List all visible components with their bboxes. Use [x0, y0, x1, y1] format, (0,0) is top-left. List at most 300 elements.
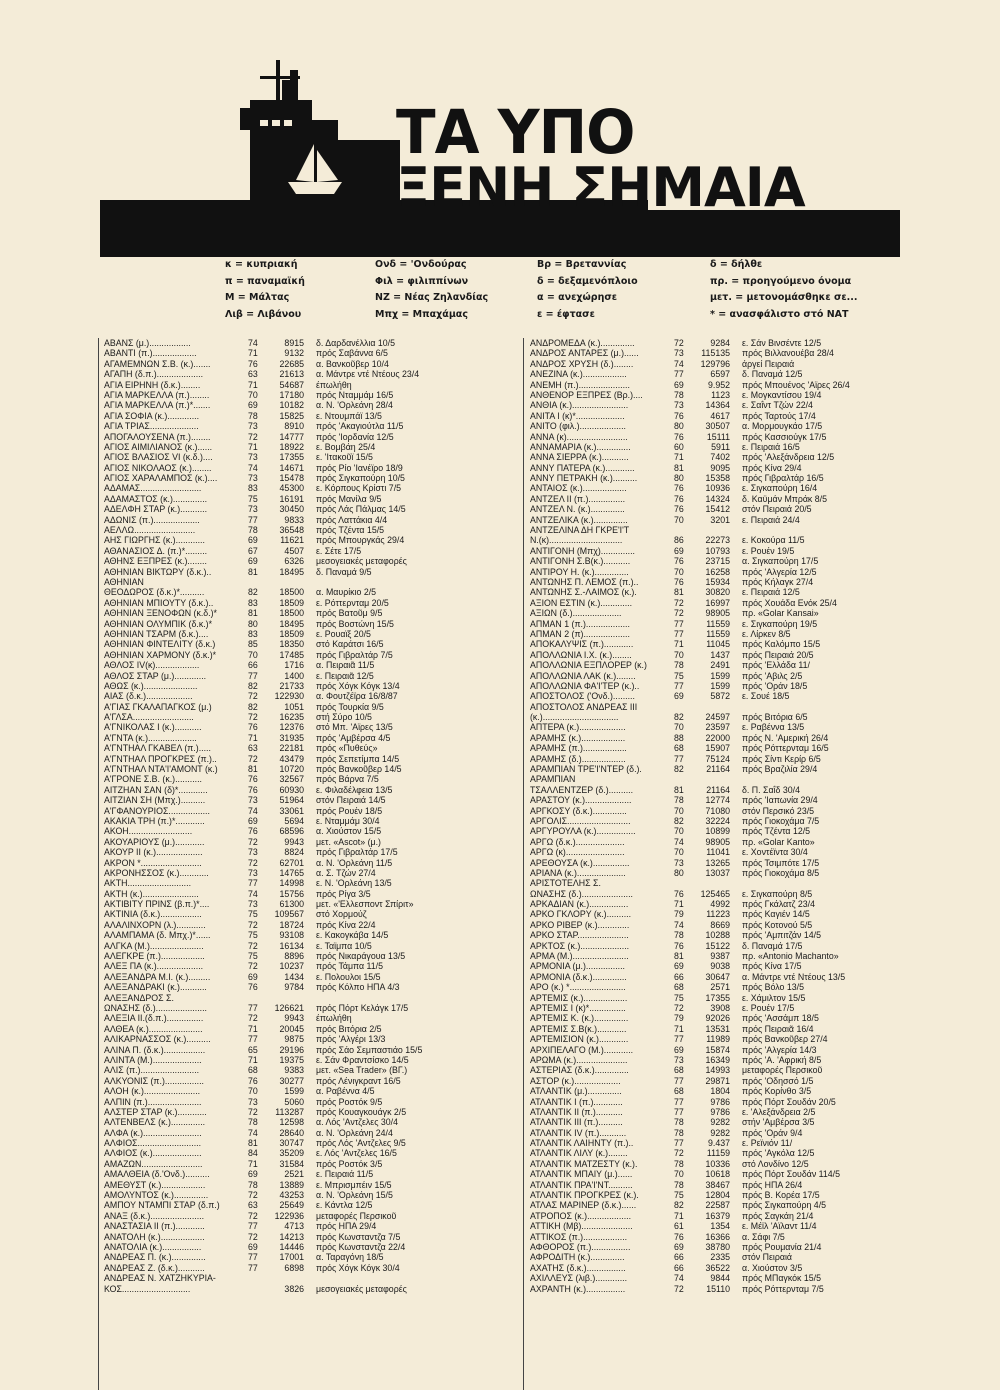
tonnage: 45300: [279, 483, 304, 494]
ship-entry: [104, 930, 494, 940]
ship-name: ΑΓΙΑ ΜΑΡΚΕΛΛΑ (π.)*.......: [104, 400, 211, 411]
build-year: 78: [674, 389, 684, 400]
build-year: 76: [674, 940, 684, 951]
ship-entry: [530, 993, 920, 1003]
ship-entry: [104, 1013, 494, 1023]
voyage-status: ε. Ρουαϊξ 20/5: [316, 628, 371, 639]
ship-entry: [530, 826, 920, 836]
ship-entry: [104, 1117, 494, 1127]
ship-name: ΑΤΛΑΝΤΙΚ ΠΡΑ'Ι'ΝΤ..........: [530, 1179, 633, 1190]
ship-name: ΑΙΤΖΗΑΝ ΣΑΝ (δ)*............: [104, 784, 208, 795]
ship-name: ΑΡΚΤΟΣ (κ.)....................: [530, 940, 630, 951]
ship-entry: [530, 535, 920, 545]
voyage-status: α. Ν. 'Ορλεάνη 24/4: [316, 1127, 393, 1138]
tonnage: 1599: [710, 680, 730, 691]
ship-name: ΚΟΣ............................: [104, 1283, 191, 1294]
build-year: 78: [674, 1127, 684, 1138]
build-year: 69: [674, 379, 684, 390]
voyage-status: πρός Μανίλα 9/5: [316, 493, 382, 504]
tonnage: 21164: [706, 764, 730, 775]
ship-entry: [530, 1107, 920, 1117]
ship-name: ΑΡΑΜΗΣ (π.)..................: [530, 743, 627, 754]
voyage-status: πρός 'Ιορδανία 12/5: [316, 431, 394, 442]
ship-entry: [530, 712, 920, 722]
legend-item: κ = κυπριακή: [225, 259, 298, 270]
ship-entry: [530, 785, 920, 795]
voyage-status: πρός Κίνα 17/5: [742, 961, 802, 972]
tonnage: 13265: [705, 857, 730, 868]
ship-name: (κ.)...............................: [530, 712, 619, 723]
ship-name: ΑΛΕΓΚΡΕ (π.)..................: [104, 951, 205, 962]
voyage-status: ε. Πειραιά 24/4: [742, 514, 800, 525]
voyage-status: άργεί Πειραιά: [742, 358, 795, 369]
ship-entry: [104, 1284, 494, 1294]
ship-entry: [104, 899, 494, 909]
voyage-status: πρός Μπουργκάς 29/4: [316, 535, 405, 546]
tonnage: 1716: [284, 660, 304, 671]
ship-entry: [530, 816, 920, 826]
voyage-status: ε. Κακογκάβα 14/5: [316, 930, 389, 941]
build-year: 72: [674, 338, 684, 348]
build-year: 85: [248, 639, 258, 650]
legend-column-3: [537, 257, 638, 323]
build-year: 73: [248, 473, 258, 484]
tonnage: 14998: [279, 878, 304, 889]
tonnage: 10899: [705, 826, 730, 837]
voyage-status: πρός Χόγκ Κόγκ 30/4: [316, 1262, 400, 1273]
build-year: 68: [674, 1065, 684, 1076]
build-year: 63: [248, 743, 258, 754]
voyage-status: μεσογειακές μεταφορές: [316, 556, 407, 567]
tonnage: 12376: [279, 722, 304, 733]
tonnage: 43479: [279, 753, 304, 764]
tonnage: 4713: [284, 1221, 304, 1232]
legend-item: Βρ = Βρεταννίας: [537, 259, 627, 270]
ship-entry: [104, 577, 494, 587]
ship-name: ΑΗΣ ΓΙΩΡΓΗΣ (κ.)............: [104, 535, 205, 546]
ship-name: ΑΚΤΗ (κ.).......................: [104, 888, 199, 899]
voyage-status: ε. Νταμμάμ 30/4: [316, 815, 380, 826]
ship-name: ΑΝΙΤΟ (φιλ.)...................: [530, 421, 626, 432]
build-year: 82: [248, 680, 258, 691]
ship-entry: [530, 650, 920, 660]
tonnage: 22000: [705, 732, 730, 743]
voyage-status: ε. Φιλαδέλφεια 13/5: [316, 784, 393, 795]
legend-item: Μ = Μάλτας: [225, 292, 290, 303]
build-year: 71: [248, 1054, 258, 1065]
ship-entry: [530, 411, 920, 421]
ship-entry: [530, 619, 920, 629]
tonnage: 9387: [710, 951, 730, 962]
tonnage: 15111: [706, 431, 730, 442]
ship-name: ΑΛΙΝΑ Π. (δ.κ.).................: [104, 1044, 206, 1055]
build-year: 81: [674, 784, 684, 795]
build-year: 76: [674, 493, 684, 504]
build-year: 66: [248, 660, 258, 671]
ship-entry: [104, 764, 494, 774]
voyage-status: πρός 'Ιαπωνία 29/4: [742, 795, 818, 806]
ship-name: ΑΡΤΕΜΙΣΙΟΝ (κ.)............: [530, 1034, 629, 1045]
build-year: 66: [674, 971, 684, 982]
tonnage: 6898: [284, 1262, 304, 1273]
legend-item: π = παναμαϊκή: [225, 275, 305, 287]
tonnage: 24597: [705, 712, 730, 723]
build-year: 74: [674, 358, 684, 369]
ship-name: ΑΝΝΑ ΣΙΕΡΡΑ (κ.)...........: [530, 452, 629, 463]
tonnage: 10936: [705, 483, 730, 494]
build-year: 77: [248, 878, 258, 889]
tonnage: 36522: [705, 1262, 730, 1273]
build-year: 74: [248, 805, 258, 816]
ship-name: ΑΝΤΖΕΛΙΚΑ (κ.)..............: [530, 514, 628, 525]
ship-entry: [530, 671, 920, 681]
ship-name: ΑΓΙΟΣ ΑΙΜΙΛΙΑΝΟΣ (κ.)......: [104, 441, 213, 452]
ship-name: Α'ΓΝΤΑ (κ.)....................: [104, 732, 197, 743]
tonnage: 14765: [279, 867, 304, 878]
build-year: 77: [674, 1075, 684, 1086]
build-year: 82: [248, 701, 258, 712]
ship-entry: [530, 608, 920, 618]
tonnage: 129796: [700, 358, 730, 369]
tonnage: 15122: [705, 940, 730, 951]
build-year: 82: [248, 587, 258, 598]
ship-name: ΑΤΡΟΠΟΣ (κ.)..................: [530, 1210, 632, 1221]
ship-name: ΑΝΑΤΟΛΗ (κ.)..................: [104, 1231, 205, 1242]
ship-name: ΑΛΠΙΝ (π.)......................: [104, 1096, 202, 1107]
voyage-status: πρός Λάς Πάλμας 14/5: [316, 504, 406, 515]
voyage-status: πρ. «Golar Kanto»: [742, 836, 815, 847]
voyage-status: μεταφορές Περσικοῦ: [316, 1210, 397, 1221]
voyage-status: πρός 'Α. 'Αφρική 8/5: [742, 1054, 822, 1065]
ship-entry: [104, 743, 494, 753]
build-year: 77: [674, 1096, 684, 1107]
build-year: 82: [674, 815, 684, 826]
build-year: 72: [248, 1106, 258, 1117]
ship-name: ΑΛΟΗ (κ.).......................: [104, 1086, 201, 1097]
voyage-status: πρός Λαττάκια 4/4: [316, 514, 388, 525]
voyage-status: πρός Κόλπο ΗΠΑ 4/3: [316, 982, 400, 993]
tonnage: 8824: [284, 847, 304, 858]
build-year: 63: [248, 1200, 258, 1211]
voyage-status: στόν Περσικό 23/5: [742, 805, 815, 816]
ship-entry: [104, 982, 494, 992]
ship-entry: [104, 1273, 494, 1283]
voyage-status: πρός Τάμπα 11/5: [316, 961, 383, 972]
build-year: 70: [674, 649, 684, 660]
ship-name: ΑΠΟΛΛΩΝΙΑ ΛΑΚ (κ.)........: [530, 670, 636, 681]
ship-entry: [530, 722, 920, 732]
ship-name: ΑΘΗΝΙΑΝ ΜΠΙΟΥΤΥ (δ.κ.)..: [104, 597, 214, 608]
ship-entry: [530, 1159, 920, 1169]
ship-name: ΑΛΙΣ (π.)........................: [104, 1065, 200, 1076]
tonnage: 1599: [284, 1086, 304, 1097]
build-year: 78: [674, 930, 684, 941]
tonnage: 16997: [705, 597, 730, 608]
voyage-status: πρός 'Αγκόλα 12/5: [742, 1148, 815, 1159]
legend-item: Ονδ = 'Ονδούρας: [375, 259, 467, 270]
ship-name: ΑΡΑΜΠΙΑΝ: [530, 774, 576, 785]
ship-name: ΑΧΡΑΝΤΗ (κ.)................: [530, 1283, 626, 1294]
ship-entry: [530, 1024, 920, 1034]
tonnage: 10793: [705, 545, 730, 556]
voyage-status: ε. Σαΐντ Τζών 22/4: [742, 400, 813, 411]
ship-name: ΑΝΔΡΟΣ ΧΡΥΣΗ (δ.)........: [530, 358, 634, 369]
build-year: 72: [248, 1013, 258, 1024]
ship-entry: [104, 733, 494, 743]
tonnage: 38780: [705, 1241, 730, 1252]
build-year: 72: [674, 597, 684, 608]
build-year: 69: [674, 691, 684, 702]
tonnage: 35209: [279, 1148, 304, 1159]
build-year: 80: [674, 473, 684, 484]
legend-item: ε = έφτασε: [537, 308, 595, 320]
tonnage: 98905: [705, 836, 730, 847]
build-year: 71: [674, 452, 684, 463]
tonnage: 1434: [284, 971, 304, 982]
voyage-status: ε. Σιγκαπούρη 16/4: [742, 483, 818, 494]
tonnage: 5060: [284, 1096, 304, 1107]
build-year: 72: [248, 431, 258, 442]
voyage-status: α. Ραβέννα 4/5: [316, 1086, 375, 1097]
legend-item: πρ. = προηγούμενο όνομα: [710, 275, 852, 287]
tonnage: 9786: [710, 1096, 730, 1107]
voyage-status: πρός Ρόττερνταμ 16/5: [742, 743, 829, 754]
voyage-status: ε. Κοκούρα 11/5: [742, 535, 805, 546]
ship-entry: [530, 338, 920, 348]
ship-name: Α'ΓΛΣΑ.........................: [104, 712, 194, 723]
ship-name: ΑΦΘΟΡΟΣ (π.)................: [530, 1241, 631, 1252]
build-year: 78: [674, 1117, 684, 1128]
build-year: 71: [674, 899, 684, 910]
ship-name: ΑΝΝΑΜΑΡΙΑ (κ.)..............: [530, 441, 631, 452]
build-year: 69: [674, 1044, 684, 1055]
tonnage: 21613: [279, 369, 304, 380]
voyage-status: πρός Κήλαγκ 27/4: [742, 576, 814, 587]
build-year: 71: [674, 639, 684, 650]
ship-name: ΑΜΑΛΘΕΙΑ (δ.'Ονδ.)..........: [104, 1169, 210, 1180]
voyage-status: α. Σάφι 7/5: [742, 1231, 785, 1242]
ship-entry: [530, 806, 920, 816]
voyage-status: πρός 'Ελλάδα 11/: [742, 660, 810, 671]
voyage-status: μεταφορές Περσικοῦ: [742, 1065, 823, 1076]
ship-entry: [104, 941, 494, 951]
ship-name: ΑΤΛΑΝΤΙΚ (μ.)..............: [530, 1086, 622, 1097]
tonnage: 20045: [279, 1023, 304, 1034]
ship-name: ΑΤΛΑΝΤΙΚ ΠΡΟΓΚΡΕΣ (κ.).: [530, 1190, 639, 1201]
ship-name: ΑΝΤΩΝΗΣ Π. ΛΕΜΟΣ (π.)..: [530, 576, 639, 587]
tonnage: 2521: [284, 1169, 304, 1180]
tonnage: 32224: [705, 815, 730, 826]
ship-name: ΑΝΤΙΓΟΝΗ (Μπχ)..............: [530, 545, 635, 556]
voyage-status: πρός 'Οράν 9/4: [742, 1127, 803, 1138]
tonnage: 1123: [711, 389, 730, 400]
tonnage: 2571: [710, 982, 730, 993]
voyage-status: α. Χιούστον 15/5: [316, 826, 382, 837]
tonnage: 11621: [280, 535, 304, 546]
build-year: 72: [674, 1003, 684, 1013]
ship-entry: [104, 598, 494, 608]
ship-name: ΑΤΤΙΚΟΣ (π.)..................: [530, 1231, 628, 1242]
ship-entry: [104, 556, 494, 566]
ship-entry: [530, 442, 920, 452]
ship-entry: [104, 1211, 494, 1221]
ship-name: ΑΝΘΕΝΟΡ ΕΞΠΡΕΣ (Βρ.)....: [530, 389, 643, 400]
tonnage: 11041: [706, 847, 730, 858]
tonnage: 9833: [284, 514, 304, 525]
ship-entry: [104, 1076, 494, 1086]
ship-name: ΑΝΔΡΕΑΣ Ζ. (δ.κ.)...........: [104, 1262, 205, 1273]
voyage-status: ε. Πειραιᾶ 12/5: [316, 670, 374, 681]
ship-name: ΑΚΑΚΙΑ ΤΡΗ (π.)*............: [104, 815, 205, 826]
voyage-status: πρός Πόρτ Σουδάν 114/5: [742, 1169, 841, 1180]
tonnage: 8896: [284, 951, 304, 962]
tonnage: 16366: [705, 1231, 730, 1242]
build-year: 72: [248, 1210, 258, 1221]
tonnage: 12774: [705, 795, 730, 806]
ship-entry: [104, 1169, 494, 1179]
ship-entry: [104, 691, 494, 701]
voyage-status: πρός Ροστόκ 9/5: [316, 1096, 383, 1107]
ship-entry: [104, 1180, 494, 1190]
voyage-status: στόν Πειραιά: [742, 1252, 792, 1263]
voyage-status: πρός Χόγκ Κόγκ 13/4: [316, 680, 400, 691]
ship-name: ΑΝΑΞ (δ.κ.)......................: [104, 1210, 205, 1221]
ship-entry: [530, 1252, 920, 1262]
build-year: 78: [248, 410, 258, 421]
build-year: 75: [248, 909, 258, 920]
tonnage: 9875: [284, 1034, 304, 1045]
ship-name: Α'ΓΝΤΗΑΛ ΝΤΑ'Ι'ΑΜΟΝΤ (κ.): [104, 764, 218, 775]
tonnage: 31584: [279, 1158, 304, 1169]
ship-entry: [104, 473, 494, 483]
build-year: 71: [674, 1210, 684, 1221]
ship-entry: [104, 1003, 494, 1013]
voyage-status: πρός «Πυθεύς»: [316, 743, 378, 754]
ship-entry: [104, 1024, 494, 1034]
tonnage: 18724: [279, 919, 304, 930]
voyage-status: ε. Ταϊμπα 10/5: [316, 940, 372, 951]
build-year: 69: [248, 400, 258, 411]
build-year: 73: [248, 1096, 258, 1107]
ship-name: ΑΠΜΑΝ 1 (π.)..................: [530, 618, 630, 629]
legend-item: ΝΖ = Νέας Ζηλανδίας: [375, 292, 489, 303]
ship-entry: [104, 660, 494, 670]
tonnage: 54687: [279, 379, 304, 390]
build-year: 76: [674, 1231, 684, 1242]
tonnage: 22587: [705, 1200, 730, 1211]
voyage-status: ε. Σάν Βινσέντε 12/5: [742, 338, 822, 348]
ship-name: ΑΡΧΙΠΕΛΑΓΟ (Μ.)............: [530, 1044, 634, 1055]
voyage-status: πρός Ρουέν 18/5: [316, 805, 383, 816]
ship-name: ΑΜΟΛΥΝΤΟΣ (κ.)..............: [104, 1190, 209, 1201]
ship-name: ΑΧΙΛΛΕΥΣ (λιβ.).............: [530, 1273, 628, 1284]
build-year: 71: [248, 1158, 258, 1169]
tonnage: 75124: [705, 753, 730, 764]
tonnage: 22181: [279, 743, 304, 754]
tonnage: 28640: [279, 1127, 304, 1138]
tonnage: 16191: [279, 493, 304, 504]
ship-name: ΑΛΘΕΑ (κ.)......................: [104, 1023, 203, 1034]
ship-name: ΑΝΤΑΙΟΣ (κ.)..................: [530, 483, 627, 494]
build-year: 81: [248, 608, 258, 619]
voyage-status: ε. Βομβάη 25/4: [316, 441, 376, 452]
ship-name: ΑΘΛΟΣ ΣΤΑΡ (μ.).............: [104, 670, 207, 681]
build-year: 76: [674, 556, 684, 567]
ship-name: ΩΝΑΣΗΣ (δ.).....................: [530, 888, 633, 899]
tonnage: 16349: [705, 1054, 730, 1065]
ship-name: ΑΝΝΥ ΠΕΤΡΑΚΗ (κ.)..........: [530, 473, 638, 484]
voyage-status: ε. Χάμιλτον 15/5: [742, 992, 806, 1003]
ship-name: ΑΡΚΟ ΡΙΒΕΡ (κ.).............: [530, 919, 630, 930]
ship-entry: [104, 774, 494, 784]
ship-entry: [530, 598, 920, 608]
build-year: 76: [248, 982, 258, 993]
voyage-status: πρός Πόρτ Κελάγκ 17/5: [316, 1003, 409, 1013]
ship-name: Α'ΓΝΙΚΟΛΑΣ Ι (κ.)...........: [104, 722, 202, 733]
ship-name: ΑΘΑΝΑΣΙΟΣ Δ. (π.)*.........: [104, 545, 208, 556]
ship-entry: [104, 359, 494, 369]
build-year: 68: [674, 743, 684, 754]
ship-name: ΑΒΑΝΤΙ (π.)..................: [104, 348, 197, 359]
voyage-status: πρός Καγιέν 14/5: [742, 909, 810, 920]
voyage-status: ε. Σέτε 17/5: [316, 545, 362, 556]
ship-entry: [104, 785, 494, 795]
ship-entry: [104, 421, 494, 431]
ship-name: ΑΠΤΕΡΑ (κ.)...................: [530, 722, 626, 733]
build-year: 70: [674, 514, 684, 525]
ship-name: ΑΠΟΣΤΟΛΟΣ ('Ονδ.).........: [530, 691, 635, 702]
tonnage: 9282: [710, 1127, 730, 1138]
voyage-status: πρός 'Ασσάμπ 18/5: [742, 1013, 819, 1024]
ship-name: ΑΓΙΟΣ ΧΑΡΑΛΑΜΠΟΣ (κ.)....: [104, 473, 218, 484]
ship-name: ΑΘΗΝΙΑΝ ΒΙΚΤΩΡΥ (δ.κ.)..: [104, 566, 212, 577]
voyage-status: δ. Καϋμάν Μπράκ 8/5: [742, 493, 827, 504]
build-year: 68: [674, 982, 684, 993]
ship-name: ΑΘΗΝΙΑΝ ΞΕΝΟΦΩΝ (κ.δ.)*: [104, 608, 217, 619]
ship-entry: [104, 681, 494, 691]
ship-entry: [530, 733, 920, 743]
build-year: 72: [248, 836, 258, 847]
ship-name: ΑΝΑΣΤΑΣΙΑ ΙΙ (π.)............: [104, 1221, 205, 1232]
voyage-status: πρός 'Αμπιτζάν 14/5: [742, 930, 821, 941]
tonnage: 60930: [279, 784, 304, 795]
voyage-status: πρός Πόρτ Σουδάν 20/5: [742, 1096, 836, 1107]
build-year: 72: [248, 1231, 258, 1242]
tonnage: 9095: [710, 462, 730, 473]
build-year: 70: [674, 1169, 684, 1180]
ship-name: ΑΤΛΑΝΤΙΚ ΜΠΑΙΥ (μ.)......: [530, 1169, 633, 1180]
ship-name: ΑΘΛΟΣ IV(κ)..................: [104, 660, 200, 671]
ship-name: ΑΓΙΑ ΤΡΙΑΣ....................: [104, 421, 199, 432]
legend-column-2: [375, 257, 488, 323]
build-year: 72: [674, 608, 684, 619]
ship-name: ΑΓΙΟΣ ΝΙΚΟΛΑΟΣ (κ.)........: [104, 462, 212, 473]
voyage-status: πρός Καλόμπο 15/5: [742, 639, 821, 650]
ship-name: ΑΡΙΣΤΟΤΕΛΗΣ Σ.: [530, 878, 601, 889]
voyage-status: α. Φουτζέϊρα 16/8/87: [316, 691, 398, 702]
ship-name: ΑΡΑΜΗΣ (κ.)..................: [530, 732, 626, 743]
ship-entry: [104, 338, 494, 348]
ship-name: ΑΛΦΙΟΣ..........................: [104, 1138, 202, 1149]
tonnage: 51964: [279, 795, 304, 806]
tonnage: 71080: [705, 805, 730, 816]
ship-entry: [104, 1242, 494, 1252]
ship-name: ΑΤΛΑΣ ΜΑΡΙΝΕΡ (δ.κ.)......: [530, 1200, 637, 1211]
build-year: 71: [674, 1023, 684, 1034]
voyage-status: πρός Γιοκοχάμα 8/5: [742, 867, 820, 878]
ship-entry: [530, 1097, 920, 1107]
ship-name: ΑΤΛΑΝΤΙΚ ΙΙ (π.)...........: [530, 1106, 623, 1117]
